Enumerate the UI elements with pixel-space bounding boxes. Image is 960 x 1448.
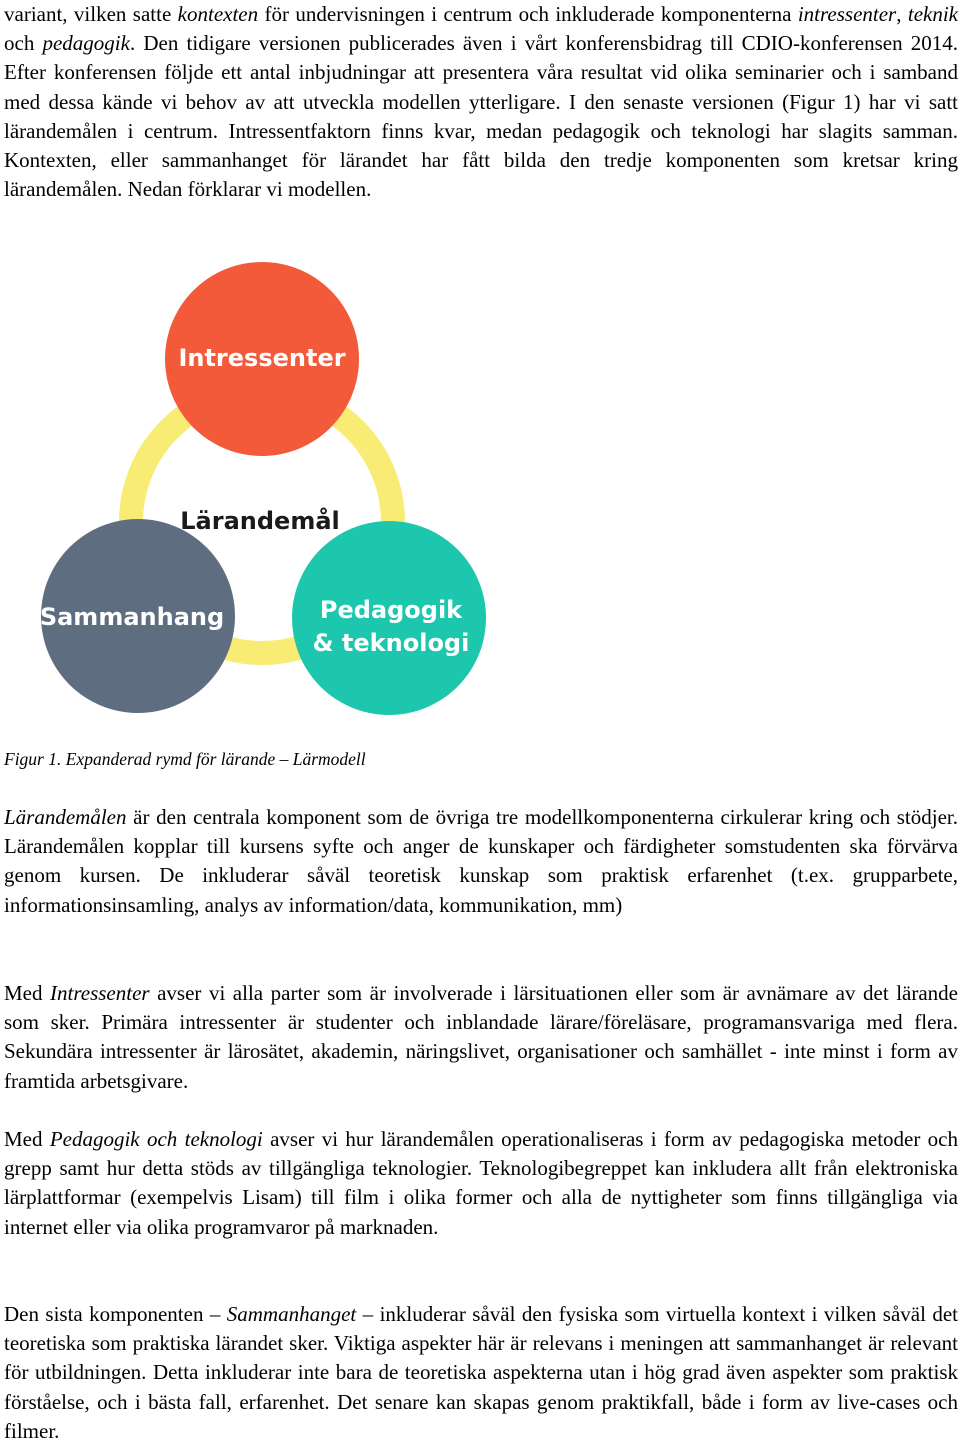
paragraph-text: Med xyxy=(4,1127,50,1151)
paragraph-text: . Den tidigare versionen publicerades även i vårt konferensbidrag till CDIO-konferensen 2014. Efter konferensen följde ett antal inbjudningar att presentera våra resultat vid olika seminarier och i samband med dessa kände vi behov av att utveckla modellen ytterligare. I den senaste versionen (Figur 1) har vi satt lärandemålen i centrum. Intressentfaktorn finns kvar, medan pedagogik och teknologi har slagits samman. Kontexten, eller sammanhanget för lärandet har fått bilda den tredje komponenten som kretsar kring lärandemålen. Nedan förklarar vi modellen. xyxy=(4,31,958,202)
emphasis-kontexten: kontexten xyxy=(177,2,259,26)
label-sammanhang: Sammanhang xyxy=(39,603,225,631)
paragraph-larandemalen xyxy=(4,803,958,920)
paragraph-text: avser vi alla parter som är involverade i lärsituationen eller som är avnämare av det lärande som sker. Primära intressenter är studenter och inblandade lärare/föreläsare, programansvariga med flera. Sekundära intressenter är lärosätet, akademin, näringslivet, organisationer och samhället - inte minst i form av framtida arbetsgivare. xyxy=(4,981,959,1093)
paragraph-text: Den sista komponenten – xyxy=(4,1302,227,1326)
paragraph-text: variant, vilken satte xyxy=(4,2,178,26)
paragraph-text: , xyxy=(896,2,908,26)
figure-caption: Figur 1. Expanderad rymd för lärande – Lärmodell xyxy=(4,749,366,769)
paragraph-text: avser vi hur lärandemålen operationaliseras i form av pedagogiska metoder och grepp samt hur detta stöds av tillgängliga teknologier. Teknologibegreppet kan inkludera allt från elektroniska lärplattformar (exempelvis Lisam) till film i olika former och alla de nyttigheter som finns tillgängliga via internet eller via olika programvaror på marknaden. xyxy=(4,1127,958,1239)
label-teknologi: & teknologi xyxy=(312,629,470,657)
paragraph-intro xyxy=(4,0,958,204)
emphasis-intressenter: Intressenter xyxy=(50,981,150,1005)
emphasis-larandemalen: Lärandemålen xyxy=(4,805,127,829)
paragraph-text: och xyxy=(4,31,43,56)
emphasis-teknik: teknik xyxy=(907,2,959,26)
paragraph-pedagogik-teknologi xyxy=(4,1125,958,1242)
paragraph-text: – inkluderar såväl den fysiska som virtuella kontext i vilken såväl det teoretiska som praktiska lärandet sker. Viktiga aspekter här är relevans i meningen att sammanhanget är relevant för utbildningen. Detta inkluderar inte bara de teoretiska aspekterna utan i hög grad även aspekter som praktisk förståelse, och i bästa fall, erfarenhet. Det senare kan skapas genom praktikfall, både i form av live-cases och filmer. xyxy=(4,1302,958,1443)
learning-model-diagram xyxy=(0,262,520,732)
emphasis-intressenter: intressenter xyxy=(797,2,897,26)
label-larandemal: Lärandemål xyxy=(180,507,340,535)
learning-model-figure xyxy=(0,262,520,732)
paragraph-text: Med xyxy=(4,981,51,1005)
paragraph-text: för undervisningen i centrum och inkluderade komponenterna xyxy=(258,2,798,26)
emphasis-sammanhanget: Sammanhanget xyxy=(226,1302,357,1326)
label-intressenter: Intressenter xyxy=(178,344,346,372)
paragraph-intressenter xyxy=(4,979,958,1096)
emphasis-pedagogik-teknologi: Pedagogik och teknologi xyxy=(49,1127,263,1151)
paragraph-text: är den centrala komponent som de övriga tre modellkomponenterna cirkulerar kring och stödjer. Lärandemålen kopplar till kursens syfte och anger de kunskaper och färdigheter somstudenten ska förvärva genom kursen. De inkluderar såväl teoretisk kunskap som praktisk erfarenhet (t.ex. grupparbete, informationsinsamling, analys av information/data, kommunikation, mm) xyxy=(4,805,958,917)
label-pedagogik: Pedagogik xyxy=(319,596,463,624)
emphasis-pedagogik: pedagogik xyxy=(42,31,130,56)
paragraph-sammanhanget xyxy=(4,1300,958,1446)
